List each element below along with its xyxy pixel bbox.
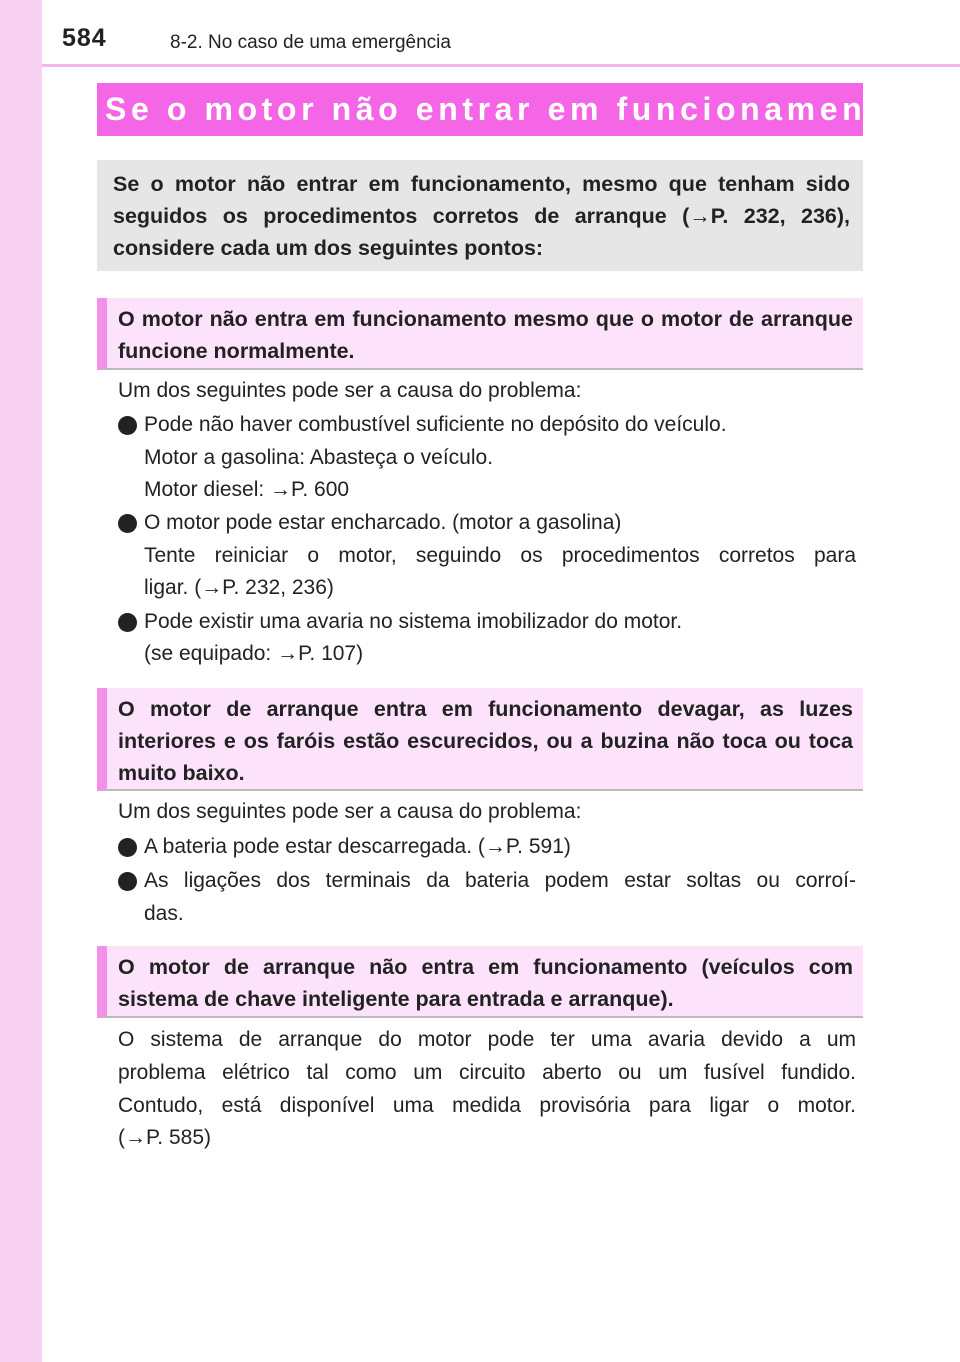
section-lead: Um dos seguintes pode ser a causa do problema: — [118, 379, 582, 402]
bullet-dot — [118, 838, 137, 857]
paragraph-line: O sistema de arranque do motor pode ter uma avaria devido a um — [118, 1028, 856, 1051]
bullet-dot — [118, 514, 137, 533]
running-header: 8-2. No caso de uma emergência — [170, 32, 451, 53]
bullet-detail: ligar. (→P. 232, 236) — [144, 576, 334, 599]
subheading-engine-cranks: O motor não entra em funcionamento mesmo que o motor de arranque funcione normalmente. — [97, 298, 863, 370]
bullet-text: Pode existir uma avaria no sistema imobilizador do motor. — [144, 610, 683, 633]
bullet-detail: Motor diesel: →P. 600 — [144, 478, 350, 501]
bullet-detail: Motor a gasolina: Abasteça o veículo. — [144, 446, 494, 469]
bullet-detail: das. — [144, 902, 184, 925]
section-lead: Um dos seguintes pode ser a causa do problema: — [118, 800, 582, 823]
intro-box: Se o motor não entrar em funcionamento, mesmo que tenham sido seguidos os procedimentos corretos de arranque (→P. 232, 236), considere cada um dos seguintes pontos: — [97, 160, 863, 271]
bullet-text: As ligações dos terminais da bateria podem estar soltas ou corroí- — [144, 869, 856, 892]
page-title-bar — [97, 83, 906, 136]
side-color-band — [0, 0, 42, 1362]
bullet-dot — [118, 613, 137, 632]
bullet-text: A bateria pode estar descarregada. (→P. 591) — [144, 835, 571, 858]
bullet-text: Pode não haver combustível suficiente no depósito do veículo. — [144, 413, 727, 436]
subheading-starter-not-running: O motor de arranque não entra em funcionamento (veículos com sistema de chave inteligente para entrada e arranque). — [97, 946, 863, 1018]
page-number: 584 — [62, 24, 107, 52]
bullet-dot — [118, 872, 137, 891]
bullet-text: O motor pode estar encharcado. (motor a gasolina) — [144, 511, 622, 534]
page-title: Se o motor não entrar em funcionamento — [105, 91, 906, 127]
paragraph-line: (→P. 585) — [118, 1126, 211, 1149]
header-rule — [42, 64, 960, 67]
bullet-detail: (se equipado: →P. 107) — [144, 642, 364, 665]
bullet-dot — [118, 416, 137, 435]
bullet-detail: Tente reiniciar o motor, seguindo os procedimentos corretos para — [144, 544, 856, 567]
paragraph-line: Contudo, está disponível uma medida provisória para ligar o motor. — [118, 1094, 856, 1117]
subheading-starter-slow: O motor de arranque entra em funcionamento devagar, as luzes interiores e os faróis estão escurecidos, ou a buzina não toca ou toca muito baixo. — [97, 688, 863, 791]
paragraph-line: problema elétrico tal como um circuito aberto ou um fusível fundido. — [118, 1061, 856, 1084]
